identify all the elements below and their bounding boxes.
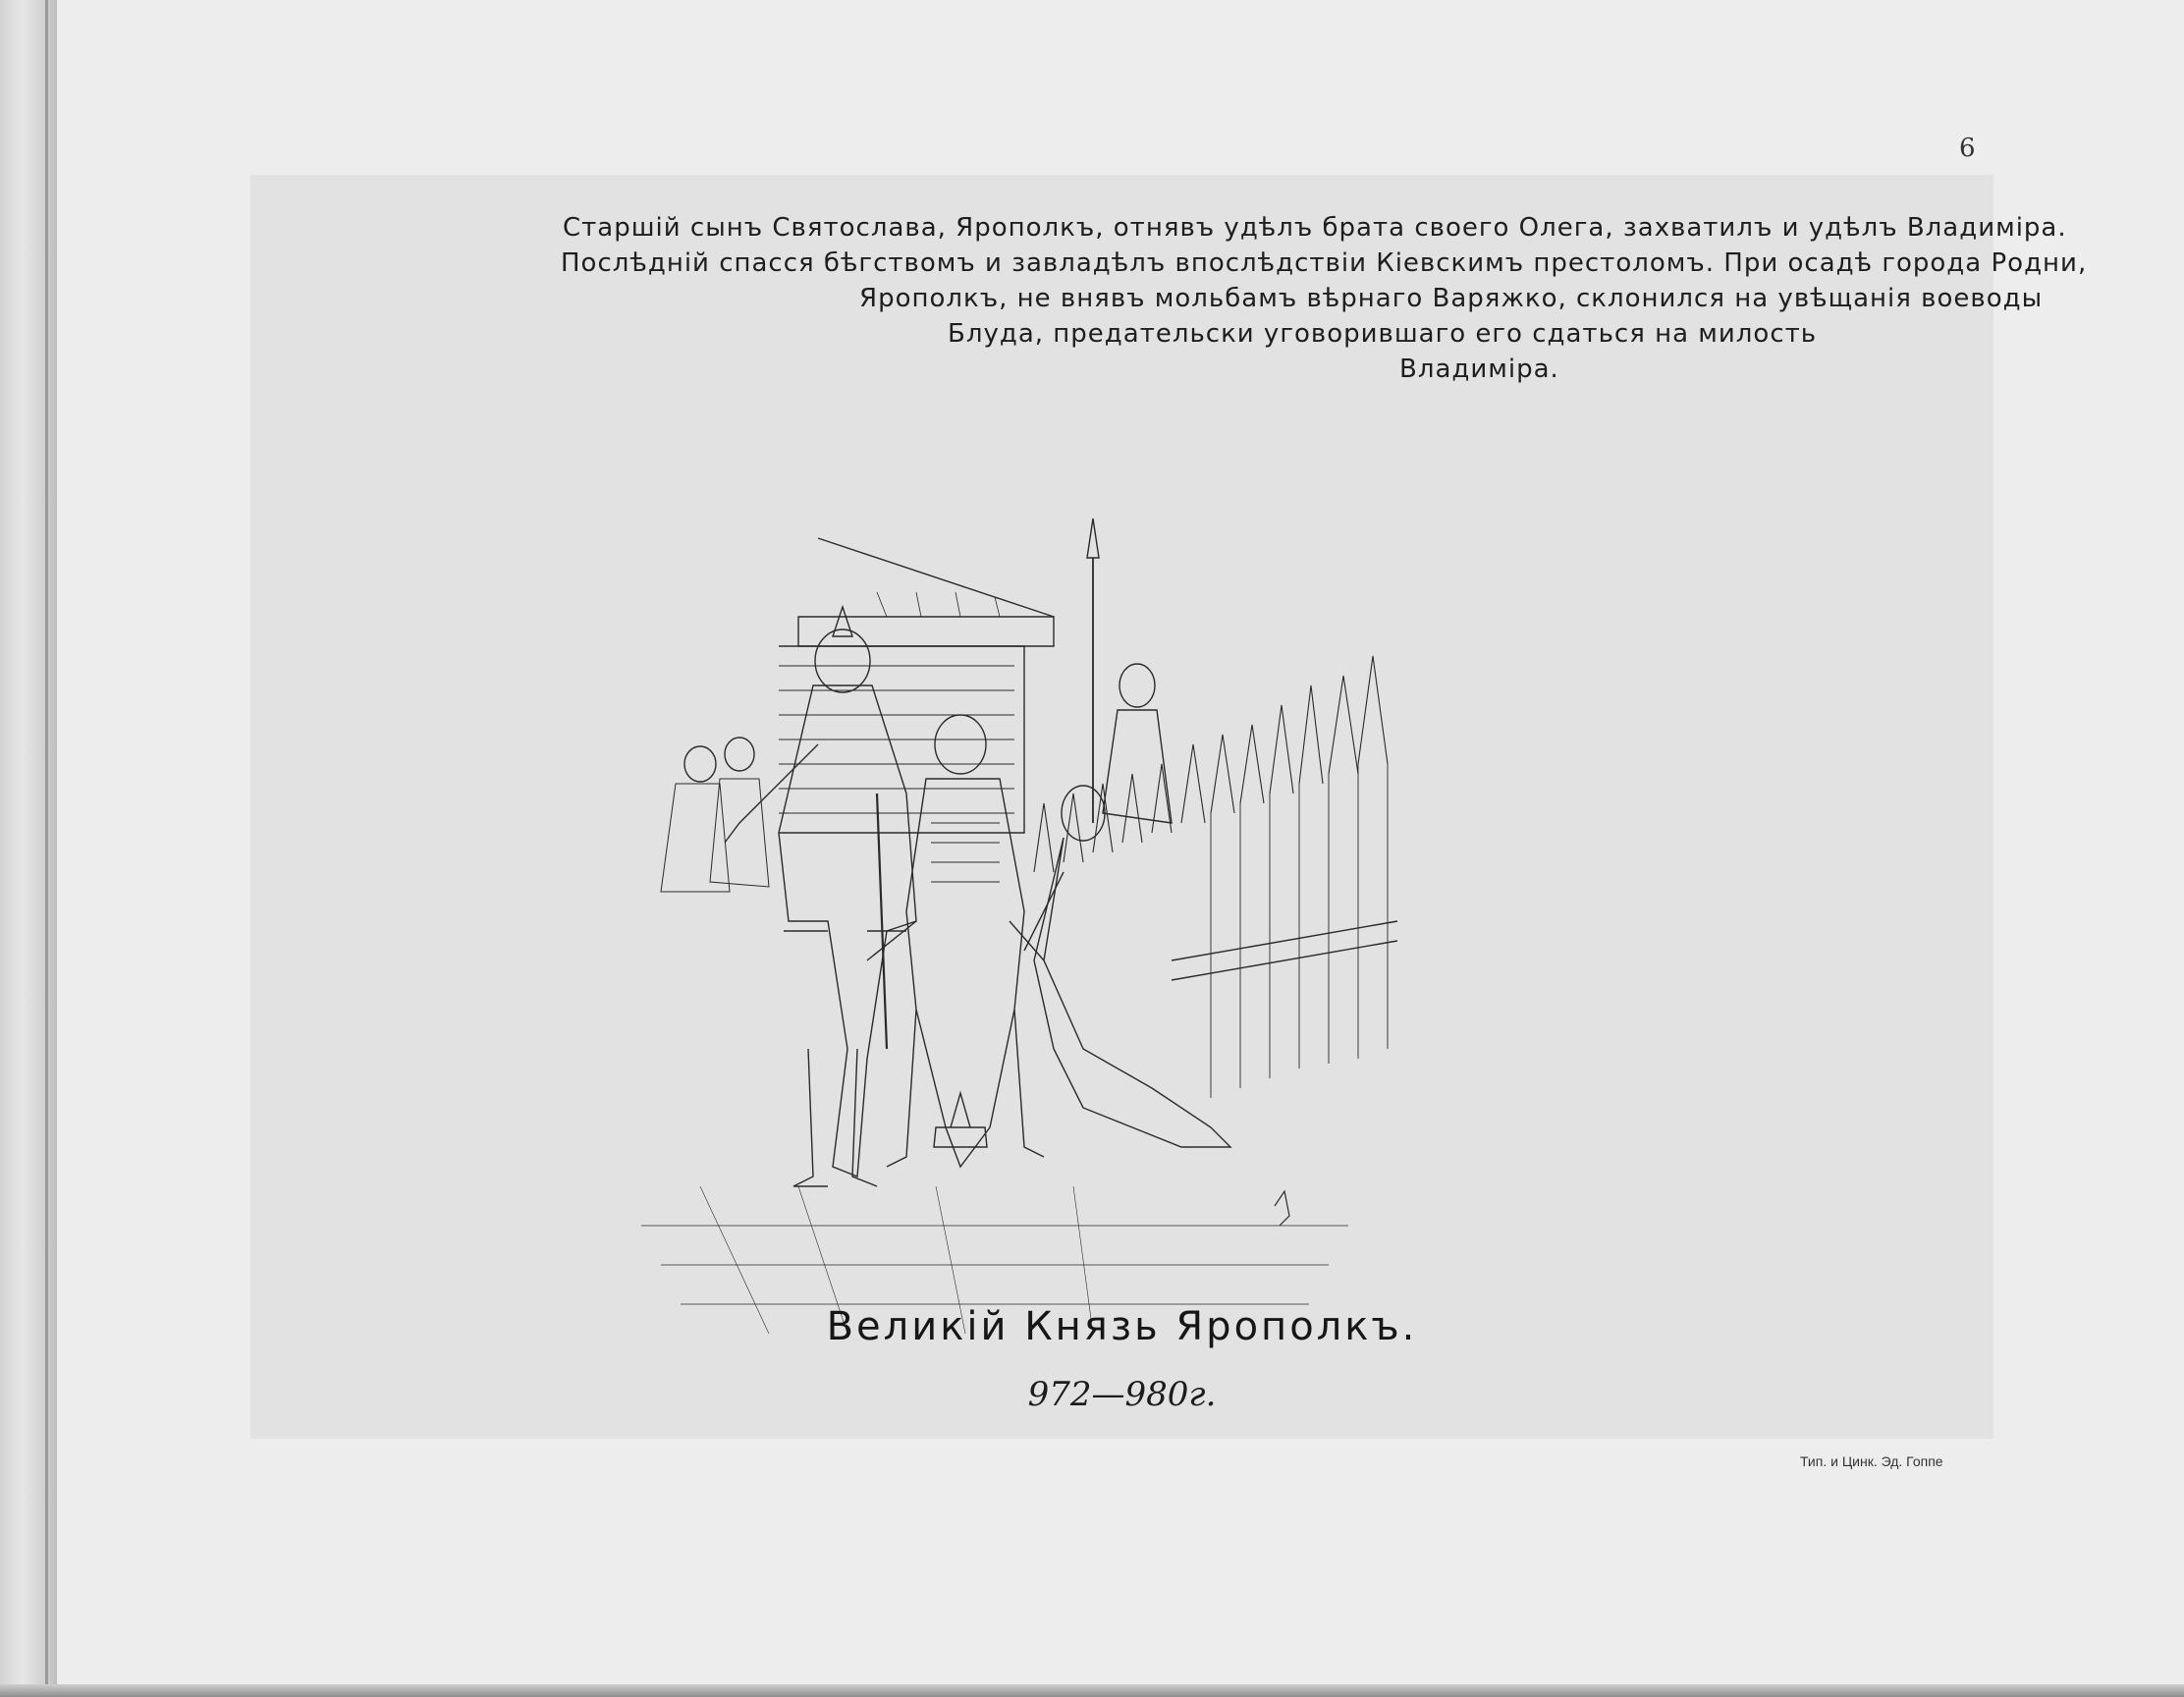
caption-line: Старшій сынъ Святослава, Ярополкъ, отнявъ удѣлъ брата своего Олега, захватилъ и удѣлъ Владиміра. <box>563 213 2067 243</box>
illustration-plate <box>250 175 2088 1439</box>
caption-line: Послѣдній спасся бѣгствомъ и завладѣлъ впослѣдствіи Кіевскимъ престоломъ. При осадѣ города Родни, <box>561 248 2088 278</box>
engraving-illustration <box>622 499 1447 1343</box>
book-page <box>57 0 2184 1684</box>
printer-imprint: Тип. и Цинк. Эд. Гоппе <box>1800 1453 1943 1469</box>
caption-line: Владиміра. <box>1399 355 1559 384</box>
caption-line: Ярополкъ, не внявъ мольбамъ вѣрнаго Варяжко, склонился на увѣщанія воеводы <box>859 284 2044 313</box>
plate-caption <box>290 210 2088 387</box>
plate-title: Великій Князь Ярополкъ. <box>826 1304 1418 1349</box>
page-bottom-edge <box>0 1684 2184 1697</box>
plate-dates: 972—980г. <box>1027 1375 1217 1414</box>
book-spine <box>0 0 57 1697</box>
spine-gutter-line <box>45 0 48 1697</box>
page-number: 6 <box>1959 134 1976 163</box>
caption-line: Блуда, предательски уговорившаго его сдаться на милость <box>948 319 1818 349</box>
